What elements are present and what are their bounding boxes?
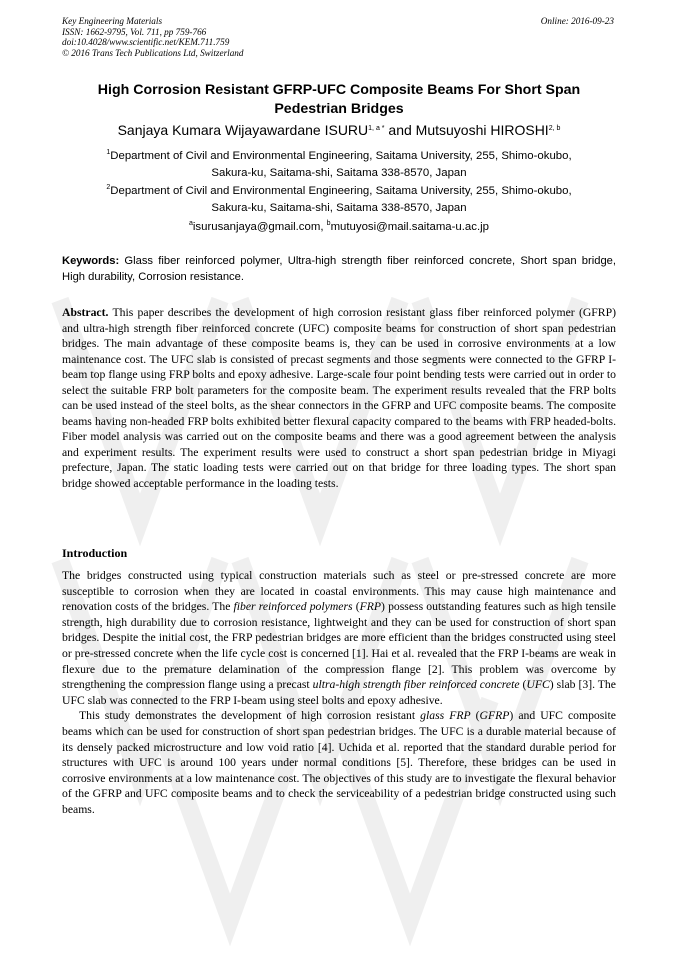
- email-a-marker: a: [189, 220, 193, 227]
- intro-p1-text-c: ) possess outstanding features such as high tensile strength, high durability due to corrosion resistance, lightweight and they can be used for construction of short span bridges. Despite the initial cost, the FRP pedestrian bridges are more efficient than the bridges constructed using steel or pre-stressed concrete when the life cycle cost is concerned [1]. Hai et al. revealed that the FRP I-beams are weak in flexure due to the premature delamination of the compression flange [2]. This problem was overcome by strengthening the compression flange using a precast: [62, 600, 616, 692]
- online-date: Online: 2016-09-23: [540, 16, 614, 26]
- keywords-label: Keywords:: [62, 255, 120, 267]
- journal-issn: ISSN: 1662-9795, Vol. 711, pp 759-766: [62, 26, 207, 37]
- abstract-section: [62, 305, 616, 491]
- intro-p2-italic-2: GFRP: [479, 709, 510, 723]
- intro-p1-text-a: The bridges constructed using typical construction materials such as steel or pre-stressed concrete are more susceptible to corrosion when they are located in coastal environments. This may cause high maintenance and renovation costs of the bridges. The: [62, 569, 616, 614]
- author-emails: [62, 219, 616, 236]
- journal-name: Key Engineering Materials: [62, 16, 163, 26]
- intro-p1-text-d: (: [519, 678, 527, 692]
- intro-p1-italic-4: UFC: [526, 678, 550, 692]
- affiliation-2-line-2: Sakura-ku, Saitama-shi, Saitama 338-8570, Japan: [211, 201, 467, 214]
- introduction-heading: Introduction: [62, 546, 128, 560]
- journal-copyright: © 2016 Trans Tech Publications Ltd, Switzerland: [62, 47, 244, 58]
- intro-p1-italic-2: FRP: [359, 600, 382, 614]
- author-list: [62, 121, 616, 139]
- introduction-body: [62, 568, 616, 818]
- intro-p1-text-e: ) slab [3]. The UFC slab was connected to the FRP I-beam using steel bolts and epoxy adhesive.: [62, 678, 616, 707]
- introduction-paragraph-1: [62, 568, 616, 708]
- introduction-paragraph-2: [62, 708, 616, 817]
- affiliation-1-number: 1: [106, 149, 111, 156]
- affiliation-1-line-2: Sakura-ku, Saitama-shi, Saitama 338-8570, Japan: [211, 166, 467, 179]
- journal-header: [62, 16, 243, 58]
- title-line-1: High Corrosion Resistant GFRP-UFC Composite Beams For Short Span: [97, 82, 581, 98]
- journal-doi: doi:10.4028/www.scientific.net/KEM.711.759: [62, 37, 230, 48]
- email-a[interactable]: isurusanjaya@gmail.com,: [192, 221, 327, 233]
- affiliation-2-line-1: Department of Civil and Environmental Engineering, Saitama University, 255, Shimo-okubo,: [110, 185, 572, 197]
- intro-p2-italic-1: glass FRP: [420, 709, 471, 723]
- intro-p1-italic-1: fiber reinforced polymers: [233, 600, 353, 614]
- abstract-text: This paper describes the development of high corrosion resistant glass fiber reinforced polymer (GFRP) and ultra-high strength fiber reinforced concrete (UFC) composite beams for construction of short span pedestrian bridges. The main advantage of these composite beams is, they can be used in corrosive environments at a low maintenance cost. The UFC slab is consisted of precast segments and those segments were connected to the GFRP I-beam top flange using FRP bolts and epoxy adhesive. Large-scale four point bending tests were carried out in order to select the suitable FRP bolt parameters for the composite beam. The experiment results revealed that the FRP bolts can be used instead of the steel bolts, as the shear connectors in the GFRP and UFC composite beams. The composite beams having non-headed FRP bolts exhibited better flexural capacity compared to the beams with FRP headed-bolts. Fiber model analysis was carried out on the composite beams and there was a good agreement between the analysis and experiment results. The experiment results were used to construct a short span pedestrian bridge in Miyagi prefecture, Japan. The static loading tests were carried out on that bridge for three loading types. The short span bridge showed acceptable performance in the loading tests.: [62, 306, 616, 490]
- email-b[interactable]: mutuyosi@mail.saitama-u.ac.jp: [330, 221, 489, 233]
- keywords-section: [62, 254, 616, 285]
- author-2: Mutsuyoshi HIROSHI: [415, 122, 549, 138]
- author-2-affiliation: 2, b: [548, 125, 561, 132]
- affiliation-1-line-1: Department of Civil and Environmental Engineering, Saitama University, 255, Shimo-okubo,: [110, 150, 572, 162]
- intro-p2-text-c: ) and UFC composite beams which can be used for construction of short span pedestrian bridges. The UFC is a durable material because of its densely packed microstructure and low void ratio [4]. Uchida et al. reported that the standard durable period for structures with UFC is around 100 years under normal conditions [5]. Therefore, these bridges can be used in corrosive environments at a low maintenance cost. The objectives of this study are to investigate the flexural behavior of the GFRP and UFC composite beams and to check the serviceability of a pedestrian bridge constructed using such beams.: [62, 709, 616, 816]
- email-b-marker: b: [326, 220, 331, 227]
- author-separator: and: [384, 122, 416, 138]
- keywords-text: Glass fiber reinforced polymer, Ultra-high strength fiber reinforced concrete, Short span bridge, High durability, Corrosion resistance.: [62, 255, 616, 283]
- affiliation-2: [62, 183, 616, 216]
- author-1-affiliation: 1, a *: [368, 125, 385, 132]
- abstract-label: Abstract.: [62, 306, 109, 319]
- author-1: Sanjaya Kumara Wijayawardane ISURU: [117, 122, 369, 138]
- intro-p1-italic-3: ultra-high strength fiber reinforced concrete: [312, 678, 520, 692]
- affiliation-2-number: 2: [106, 184, 111, 191]
- intro-p2-text-b: (: [470, 709, 480, 723]
- title-line-2: Pedestrian Bridges: [274, 101, 404, 117]
- paper-title: [62, 81, 616, 119]
- intro-p1-text-b: (: [352, 600, 360, 614]
- intro-p2-text-a: This study demonstrates the development of high corrosion resistant: [79, 709, 421, 723]
- affiliation-1: [62, 148, 616, 181]
